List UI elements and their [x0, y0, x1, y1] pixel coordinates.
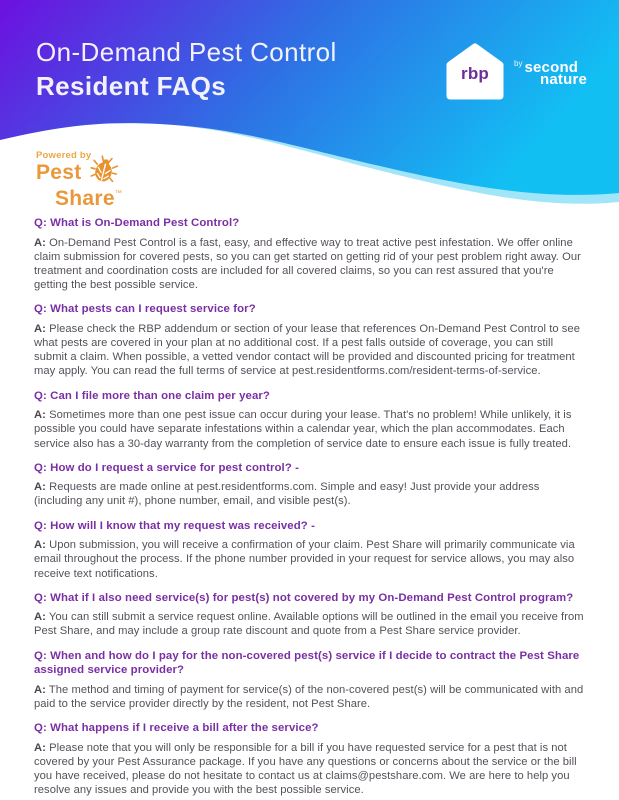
faq-answer: A: Sometimes more than one pest issue can occur during your lease. That's no problem! While unlikely, it is possible you could have separate infestations within a calendar year, which the plan accommodates. Each service also has a 30-day warranty from the completion of service date to ensure each issue is fully treated. [34, 409, 572, 450]
page-title [36, 36, 337, 103]
byline-by: by [514, 59, 523, 68]
faq-list [0, 210, 619, 797]
faq-item-4 [34, 461, 585, 509]
faq-answer: A: Please note that you will only be responsible for a bill if you have requested service for a pest that is not covered by your Pest Assurance package. If you have any questions or concerns about the service or the bill you have received, please do not hesitate to contact us at claims@pestshare.com. We are here to help you resolve any issues and provide you with the best possible service. [34, 741, 577, 797]
byline-nature: nature [540, 71, 588, 88]
faq-item-8 [34, 721, 585, 797]
faq-question: Q: What happens if I receive a bill after the service? [34, 722, 319, 735]
share-word: Share™ [55, 187, 123, 210]
pest-share-wordmark [36, 162, 166, 209]
rbp-logo-text: rbp [461, 64, 489, 83]
rbp-logo [443, 40, 507, 104]
faq-answer: A: The method and timing of payment for service(s) of the non-covered pest(s) will be communicated with and paid to the service provider directly by the resident, not Pest Share. [34, 683, 584, 710]
faq-answer: A: Upon submission, you will receive a confirmation of your claim. Pest Share will primarily communicate via email throughout the process. If the phone number provided in your request for service allows, you may also receive text notifications. [34, 539, 575, 580]
faq-item-3 [34, 389, 585, 451]
faq-question: Q: When and how do I pay for the non-covered pest(s) service if I decide to contract the Pest Share assigned service provider? [34, 649, 580, 677]
hero-header [0, 0, 619, 210]
page-title-line1: On-Demand Pest Control [36, 37, 337, 67]
byline-second: second [524, 59, 579, 76]
page-title-line2: Resident FAQs [36, 71, 227, 101]
powered-by-label: Powered by [36, 150, 92, 161]
faq-question: Q: What pests can I request service for? [34, 303, 256, 316]
faq-question: Q: What is On-Demand Pest Control? [34, 217, 240, 229]
faq-question: Q: Can I file more than one claim per year? [34, 389, 270, 402]
faq-item-1 [34, 216, 585, 292]
second-nature-logo [514, 57, 587, 87]
faq-answer: A: Requests are made online at pest.residentforms.com. Simple and easy! Just provide your address (including any unit #), phone number, email, and visible pest(s). [34, 481, 540, 508]
pest-share-logo [36, 150, 166, 209]
faq-item-7 [34, 649, 585, 711]
faq-question: Q: How will I know that my request was received? - [34, 519, 315, 532]
faq-item-5 [34, 519, 585, 581]
faq-answer: A: You can still submit a service request online. Available options will be outlined in the email you receive from Pest Share, and may include a group rate discount and quote from a Pest Share service provider. [34, 611, 584, 638]
faq-question: Q: What if I also need service(s) for pest(s) not covered by my On-Demand Pest Control program? [34, 591, 574, 604]
pest-word: Pest [36, 161, 82, 184]
faq-item-2 [34, 302, 585, 378]
trademark-symbol: ™ [114, 190, 123, 197]
faq-question: Q: How do I request a service for pest control? - [34, 461, 300, 474]
faq-item-6 [34, 591, 585, 639]
bug-icon [89, 154, 119, 186]
faq-answer: A: On-Demand Pest Control is a fast, easy, and effective way to treat active pest infestation. We offer online claim submission for covered pests, so you can get started on getting rid of your pest problem right away. Our treatment and coordination costs are included for all covered claims, so you can rest assured that you're getting the best possible service. [34, 236, 581, 292]
faq-answer: A: Please check the RBP addendum or section of your lease that references On-Demand Pest Control to see what pests are covered in your plan at no additional cost. If a pest falls outside of coverage, you can still submit a claim. When possible, a vetted vendor contact will be provided and discounted pricing for treatment may apply. You can read the full terms of service at pest.residentforms.com/resident-terms-of-service. [34, 322, 580, 378]
